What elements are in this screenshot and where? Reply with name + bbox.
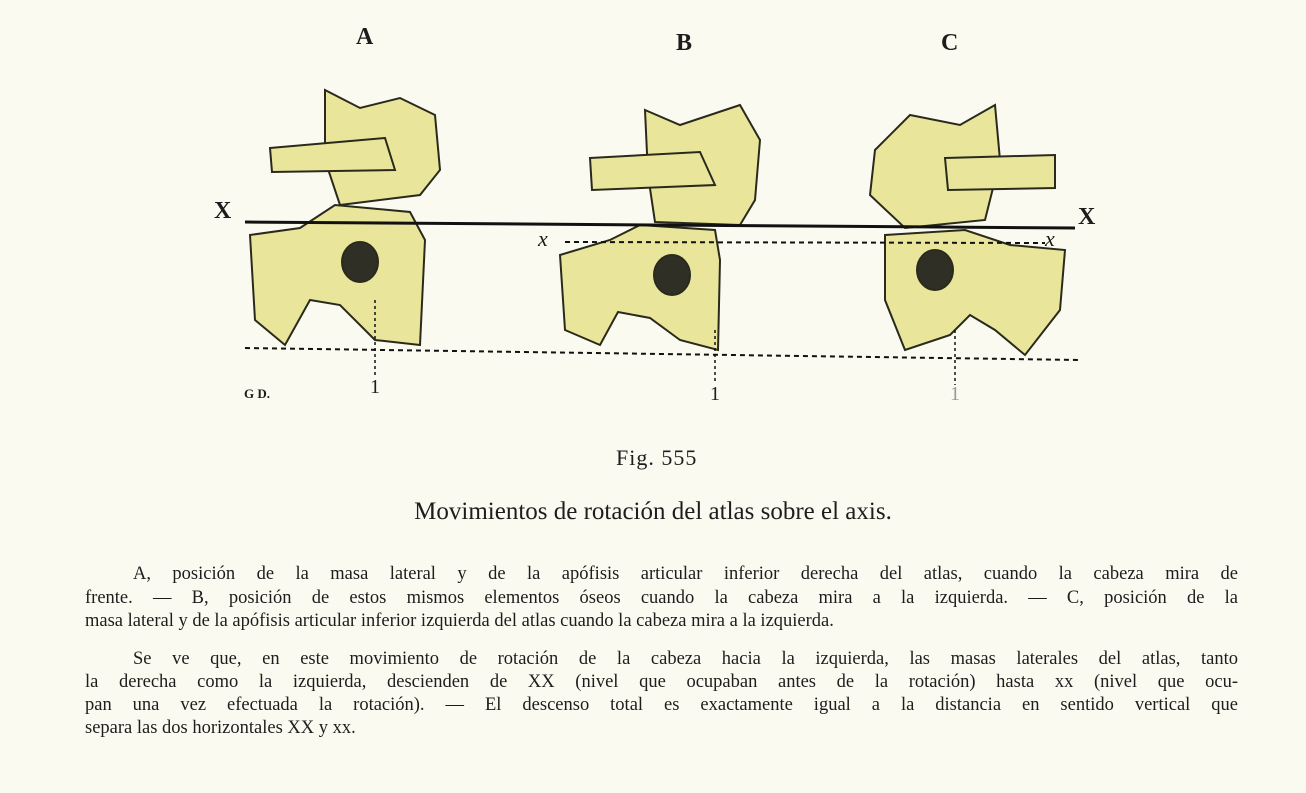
caption-line: Se ve que, en este movimiento de rotación de la cabeza hacia la izquierda, las masas laterales del atlas, tanto	[133, 649, 1238, 669]
panel-label-c: C	[941, 30, 959, 56]
point-label-a: 1	[370, 376, 380, 398]
line-xx	[565, 242, 1045, 243]
caption-line: A, posición de la masa lateral y de la apófisis articular inferior derecha del atlas, cuando la cabeza mira de	[133, 564, 1238, 584]
point-label-c: 1	[950, 383, 960, 405]
caption-line: la derecha como la izquierda, descienden de XX (nivel que ocupaban antes de la rotación) hasta xx (nivel que ocu-	[85, 672, 1238, 692]
figure-number: Fig. 555	[616, 445, 698, 470]
caption-line: pan una vez efectuada la rotación). — El descenso total es exactamente igual a la distancia en sentido vertical que	[85, 695, 1238, 715]
point-label-b: 1	[710, 383, 720, 405]
caption-line: frente. — B, posición de estos mismos elementos óseos cuando la cabeza mira a la izquierda. — C, posición de la	[85, 588, 1238, 608]
label-X-left: X	[214, 198, 232, 224]
vertebra-c	[870, 105, 1065, 355]
label-X-right: X	[1078, 204, 1096, 230]
engraver-signature: G D.	[244, 386, 270, 401]
panel-label-a: A	[356, 24, 374, 50]
caption-line: masa lateral y de la apófisis articular inferior izquierda del atlas cuando la cabeza mira a la izquierda.	[85, 611, 834, 631]
vertebra-a	[250, 90, 440, 345]
label-x-right: x	[1045, 226, 1055, 251]
panel-label-b: B	[676, 30, 693, 56]
caption-line: separa las dos horizontales XX y xx.	[85, 718, 356, 738]
label-x-left: x	[538, 226, 548, 251]
figure-title: Movimientos de rotación del atlas sobre el axis.	[414, 498, 892, 525]
vertebra-b	[560, 105, 760, 350]
